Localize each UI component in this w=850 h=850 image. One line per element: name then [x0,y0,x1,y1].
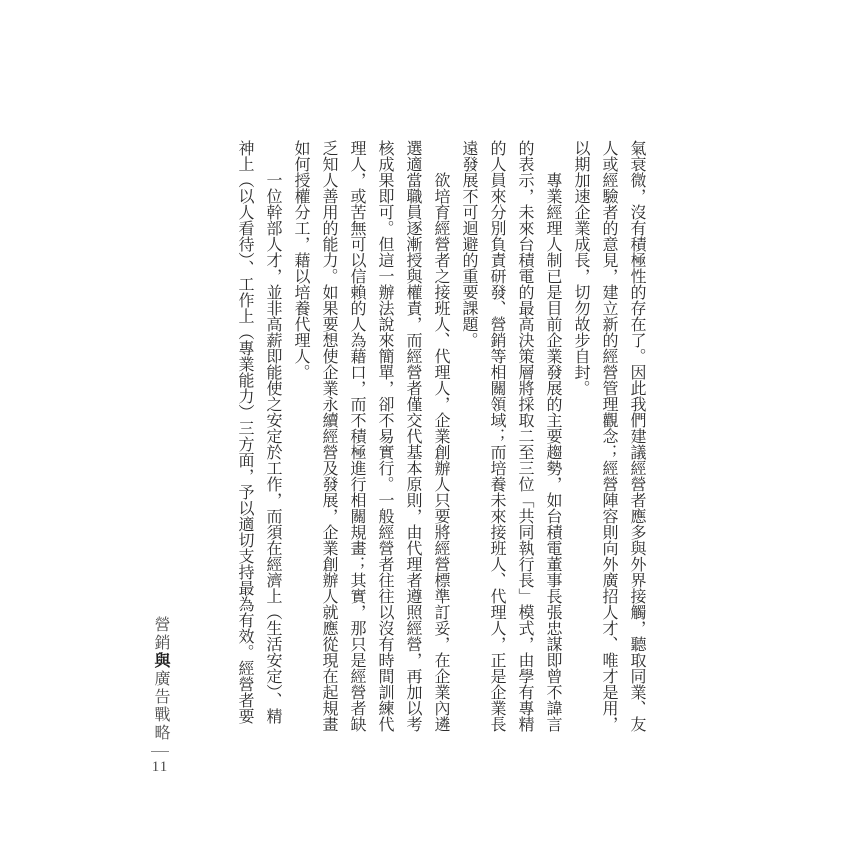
paragraph-2: 專業經理人制已是目前企業發展的主要趨勢，如台積電董事長張忠謀即曾不諱言的表示，未來台積電的最高決策層將採取二至三位「共同執行長」模式，由學有專精的人員來分別負責研發、營銷等相關領域；而培養未來接班人、代理人，正是企業長遠發展不可迴避的重要課題。 [460,140,561,732]
title-separator-line [151,751,169,752]
book-title-emphasis: 與 [152,652,169,670]
paragraph-1: 氣衰微，沒有積極性的存在了。因此我們建議經營者應多與外界接觸，聽取同業、友人或經驗者的意見，建立新的經營管理觀念；經營陣容則向外廣招人才、唯才是用，以期加速企業成長，切勿故步自封。 [572,140,645,732]
book-title [150,616,170,742]
page-number: 11 [151,759,169,775]
paragraph-4: 一位幹部人才，並非高薪即能使之安定於工作，而須在經濟上（生活安定）、精神上（以人看待）、工作上（專業能力）三方面，予以適切支持最為有效。經營者要 [236,140,281,724]
paragraph-3: 欲培育經營者之接班人、代理人，企業創辦人只要將經營標準訂妥，在企業內遴選適當職員逐漸授與權責，而經營者僅交代基本原則，由代理者遵照經營，再加以考核成果即可。但這一辦法說來簡單，卻不易實行。一般經營者往往以沒有時間訓練代理人，或苦無可以信賴的人為藉口，而不積極進行相關規畫；其實，那只是經營者缺乏知人善用的能力。如果要想使企業永續經營及發展，企業創辦人就應從現在起規畫如何授權分工，藉以培養代理人。 [292,140,449,732]
book-title-pre: 營銷 [152,616,169,652]
main-text-block [230,140,650,738]
book-title-post: 廣告戰略 [152,670,169,742]
running-footer [146,616,174,776]
